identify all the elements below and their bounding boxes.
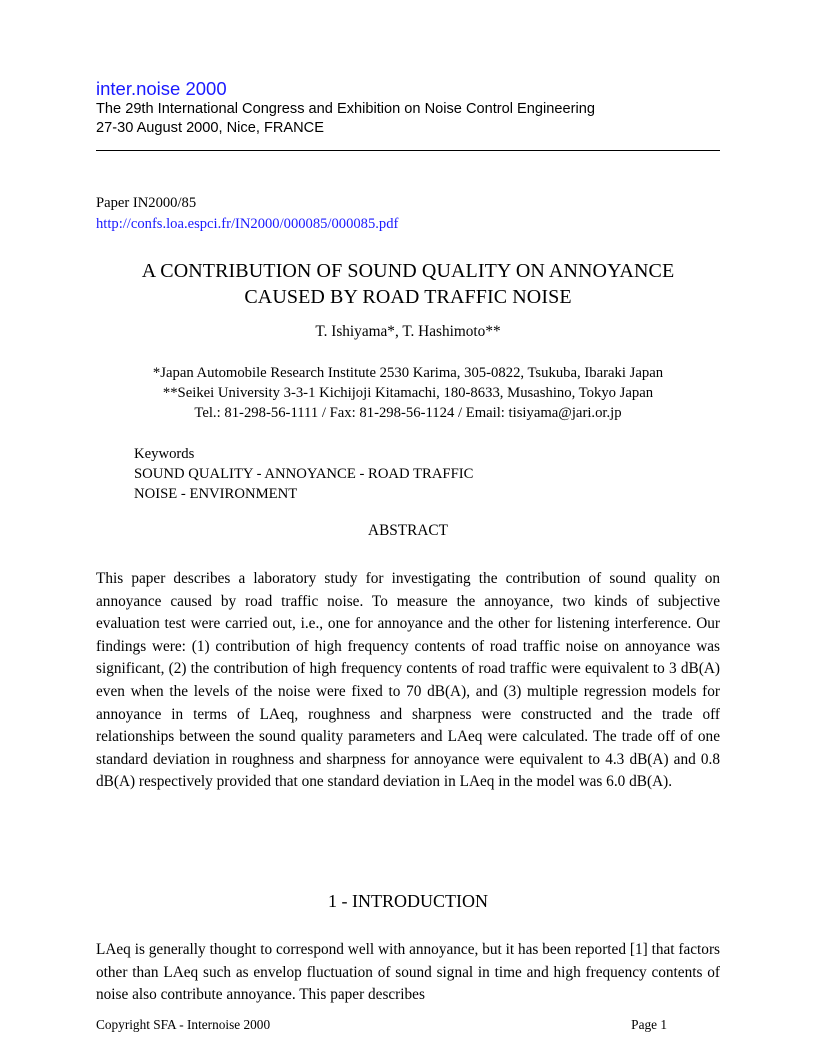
- abstract-text: This paper describes a laboratory study for investigating the contribution of sound quality on annoyance caused by road traffic noise. To measure the annoyance, two kinds of subjective evaluation test were carried out, i.e., one for annoyance and the other for listening interference. Our findings were: (1) contribution of high frequency contents of road traffic noise on annoyance was significant, (2) the contribution of high frequency contents of road traffic were equivalent to 3 dB(A) even when the levels of the noise were fixed to 70 dB(A), and (3) multiple regression models for annoyance in terms of LAeq, roughness and sharpness were constructed and the trade off relationships between the sound quality parameters and LAeq were calculated. The trade off of one standard deviation in roughness and sharpness for annoyance were equivalent to 4.3 dB(A) and 0.8 dB(A) respectively provided that one standard deviation in LAeq in the model was 6.0 dB(A).: [96, 570, 720, 791]
- introduction-text: LAeq is generally thought to correspond well with annoyance, but it has been reported [1] that factors other than LAeq such as envelop fluctuation of sound signal in time and high frequency contents of noise also contribute annoyance. This paper describes: [96, 941, 720, 1004]
- paper-url-link[interactable]: http://confs.loa.espci.fr/IN2000/000085/000085.pdf: [96, 216, 399, 232]
- paper-title-line2: CAUSED BY ROAD TRAFFIC NOISE: [244, 286, 572, 308]
- keywords-line1: SOUND QUALITY - ANNOYANCE - ROAD TRAFFIC: [134, 466, 474, 482]
- conference-full-title: The 29th International Congress and Exhibition on Noise Control Engineering: [96, 101, 595, 117]
- conference-dates-location: 27-30 August 2000, Nice, FRANCE: [96, 120, 324, 136]
- introduction-heading: 1 - INTRODUCTION: [328, 891, 488, 911]
- paper-title: [90, 258, 726, 310]
- footer-page-number: Page 1: [631, 1017, 667, 1032]
- affiliation-1: *Japan Automobile Research Institute 2530 Karima, 305-0822, Tsukuba, Ibaraki Japan: [152, 365, 664, 381]
- paper-authors: T. Ishiyama*, T. Hashimoto**: [315, 323, 501, 340]
- keywords-label: Keywords: [134, 446, 195, 462]
- keywords-block: [134, 444, 694, 504]
- header-divider: [96, 150, 720, 151]
- affiliations: [96, 363, 720, 423]
- paper-title-line1: A CONTRIBUTION OF SOUND QUALITY ON ANNOYANCE: [141, 260, 675, 282]
- conference-header: [96, 78, 720, 138]
- paper-id: Paper IN2000/85: [96, 195, 197, 211]
- conference-name: inter.noise 2000: [96, 78, 227, 99]
- keywords-line2: NOISE - ENVIRONMENT: [134, 486, 298, 502]
- footer-copyright: Copyright SFA - Internoise 2000: [96, 1017, 271, 1032]
- affiliation-2: **Seikei University 3-3-1 Kichijoji Kitamachi, 180-8633, Musashino, Tokyo Japan: [162, 385, 654, 401]
- abstract-heading: ABSTRACT: [368, 522, 448, 539]
- contact-info: Tel.: 81-298-56-1111 / Fax: 81-298-56-1124 / Email: tisiyama@jari.or.jp: [194, 405, 622, 421]
